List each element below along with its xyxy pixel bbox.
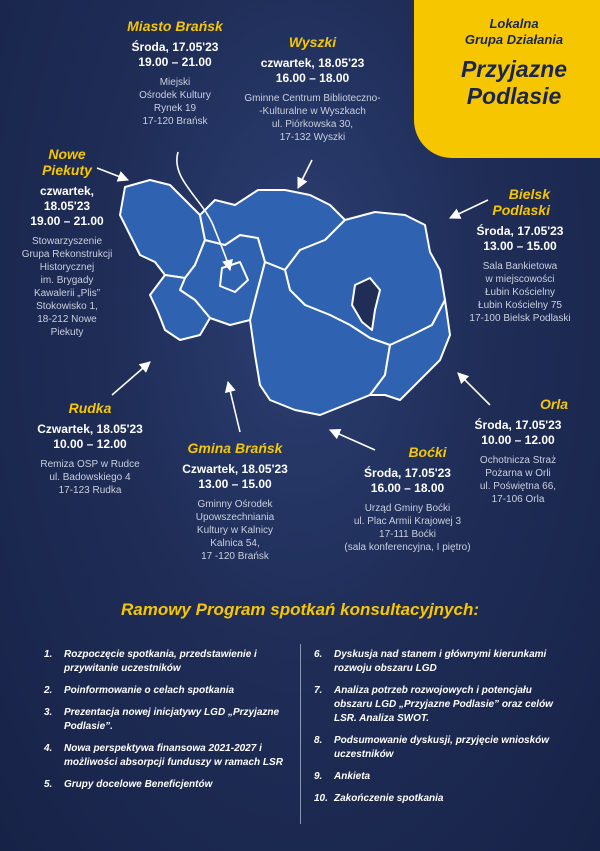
location-name-line: Podlaski — [492, 202, 550, 218]
location-time: 19.00 – 21.00 — [138, 55, 212, 69]
location-name: Orla — [539, 396, 568, 412]
address-line: ul. Plac Armii Krajowej 3 — [353, 516, 462, 527]
location-date: Środa, 17.05'23 — [364, 466, 451, 480]
list-item — [44, 648, 289, 676]
list-item — [314, 648, 564, 676]
location-name-line: Bielsk — [508, 186, 550, 202]
address-line: Kawalerii „Plis” — [33, 288, 101, 299]
address-line: ul. Piórkowska 30, — [271, 119, 354, 130]
location-date: czwartek, 18.05'23 — [260, 56, 365, 70]
program-list-right — [314, 648, 564, 814]
location-date: Środa, 17.05'23 — [476, 224, 564, 238]
item-text: Poinformowanie o celach spotkania — [64, 685, 235, 696]
location-name-line: Nowe — [48, 146, 86, 162]
list-item — [44, 706, 289, 734]
list-item — [44, 778, 289, 792]
address-line: Grupa Rekonstrukcji — [21, 249, 113, 260]
address-line: Upowszechniania — [195, 512, 275, 523]
location-time: 16.00 – 18.00 — [275, 71, 350, 85]
list-item — [44, 684, 289, 698]
item-number: 1. — [44, 649, 53, 660]
address-line: Piekuty — [50, 327, 84, 338]
list-item — [314, 734, 564, 762]
location-name: Gmina Brańsk — [187, 440, 283, 456]
item-text: Zakończenie spotkania — [334, 793, 444, 804]
program-list-left — [44, 648, 289, 800]
address-line: Stowarzyszenie — [31, 236, 103, 247]
item-text: Podsumowanie dyskusji, przyjęcie wniosków uczestników — [334, 735, 550, 760]
item-text: Nowa perspektywa finansowa 2021-2027 i możliwości absorpcji funduszy w ramach LSR — [64, 743, 283, 768]
address-line: w miejscowości — [485, 274, 555, 285]
item-number: 8. — [314, 735, 323, 746]
address-line: 17-106 Orla — [491, 494, 545, 505]
address-line: Historycznej — [39, 262, 95, 273]
item-text: Ankieta — [334, 771, 371, 782]
location-time: 10.00 – 12.00 — [481, 433, 555, 447]
address-line: ul. Poświętna 66, — [479, 481, 557, 492]
address-line: Gminne Centrum Biblioteczno- — [244, 93, 381, 104]
item-text: Analiza potrzeb rozwojowych i potencjału obszaru LGD „Przyjazne Podlasie” oraz celów LSR. Analiza SWOT. — [334, 685, 553, 724]
item-number: 7. — [314, 685, 323, 696]
address-line: ul. Badowskiego 4 — [49, 472, 131, 483]
address-line: Miejski — [159, 77, 191, 88]
item-text: Grupy docelowe Beneficjentów — [64, 779, 213, 790]
location-rudka — [20, 400, 160, 497]
location-gmina-bransk — [160, 440, 310, 563]
address-line: Remiza OSP w Rudce — [40, 459, 140, 470]
address-line: -Kulturalne w Wyszkach — [259, 106, 366, 117]
list-item — [314, 684, 564, 726]
location-name: Wyszki — [288, 34, 337, 50]
location-bocki — [320, 444, 495, 554]
badge-line-2: Grupa Działania — [464, 32, 564, 47]
address-line: 17-111 Boćki — [379, 529, 436, 540]
address-line: 17-100 Bielsk Podlaski — [469, 313, 571, 324]
location-date: Czwartek, 18.05'23 — [37, 422, 143, 436]
address-line: Gminny Ośrodek — [197, 499, 273, 510]
address-line: (sala konferencyjna, I piętro) — [344, 542, 471, 553]
program-title: Ramowy Program spotkań konsultacyjnych: — [120, 600, 480, 619]
address-line: Ochotnicza Straż — [479, 455, 557, 466]
list-item — [314, 792, 564, 806]
list-item — [44, 742, 289, 770]
address-line: Pożarna w Orli — [485, 468, 551, 479]
address-line: 18-212 Nowe — [37, 314, 97, 325]
location-date: Środa, 17.05'23 — [474, 418, 562, 432]
address-line: Kultury w Kalnicy — [196, 525, 274, 536]
address-line: Kalnica 54, — [210, 538, 260, 549]
location-name: Boćki — [408, 444, 447, 460]
item-text: Prezentacja nowej inicjatywy LGD „Przyjazne Podlasie”. — [64, 707, 280, 732]
item-number: 9. — [314, 771, 323, 782]
location-nowe-piekuty — [8, 146, 126, 339]
location-name-line: Piekuty — [42, 162, 92, 178]
location-time: 10.00 – 12.00 — [53, 437, 127, 451]
item-number: 5. — [44, 779, 53, 790]
location-time: 13.00 – 15.00 — [198, 477, 272, 491]
address-line: Łubin Kościelny — [484, 287, 556, 298]
location-date: 18.05'23 — [43, 199, 91, 213]
badge-line-1: Lokalna — [489, 16, 539, 31]
address-line: 17-123 Rudka — [58, 485, 122, 496]
address-line: Ośrodek Kultury — [139, 90, 211, 101]
location-name: Miasto Brańsk — [127, 18, 223, 34]
address-line: Sala Bankietowa — [482, 261, 558, 272]
location-date: czwartek, — [39, 184, 95, 198]
item-number: 3. — [44, 707, 53, 718]
arrow-rudka — [112, 362, 150, 395]
location-time: 16.00 – 18.00 — [370, 481, 445, 495]
arrow-gmina-bransk — [228, 382, 240, 432]
item-number: 4. — [44, 743, 53, 754]
address-line: 17-120 Brańsk — [142, 116, 208, 127]
badge-line-3: Przyjazne — [460, 56, 568, 82]
column-divider — [300, 644, 301, 824]
location-date: Środa, 17.05'23 — [131, 40, 219, 54]
location-name: Rudka — [68, 400, 112, 416]
address-line: 17-132 Wyszki — [279, 132, 346, 143]
address-line: 17 -120 Brańsk — [201, 551, 269, 562]
address-line: Łubin Kościelny 75 — [478, 300, 562, 311]
location-wyszki — [225, 34, 400, 144]
address-line: Stokowisko 1, — [36, 301, 98, 312]
address-line: Urząd Gminy Boćki — [364, 503, 451, 514]
address-line: Rynek 19 — [153, 103, 197, 114]
item-number: 10. — [314, 793, 328, 804]
list-item — [314, 770, 564, 784]
item-text: Dyskusja nad stanem i głównymi kierunkami rozwoju obszaru LGD — [334, 649, 547, 674]
badge-line-4: Podlasie — [466, 83, 562, 109]
location-bielsk-podlaski — [450, 186, 590, 325]
item-text: Rozpoczęcie spotkania, przedstawienie i przywitanie uczestników — [64, 649, 257, 674]
address-line: im. Brygady — [40, 275, 94, 286]
item-number: 6. — [314, 649, 323, 660]
location-time: 13.00 – 15.00 — [483, 239, 557, 253]
location-date: Czwartek, 18.05'23 — [182, 462, 288, 476]
location-time: 19.00 – 21.00 — [30, 214, 104, 228]
item-number: 2. — [44, 685, 53, 696]
arrow-wyszki — [298, 160, 312, 188]
